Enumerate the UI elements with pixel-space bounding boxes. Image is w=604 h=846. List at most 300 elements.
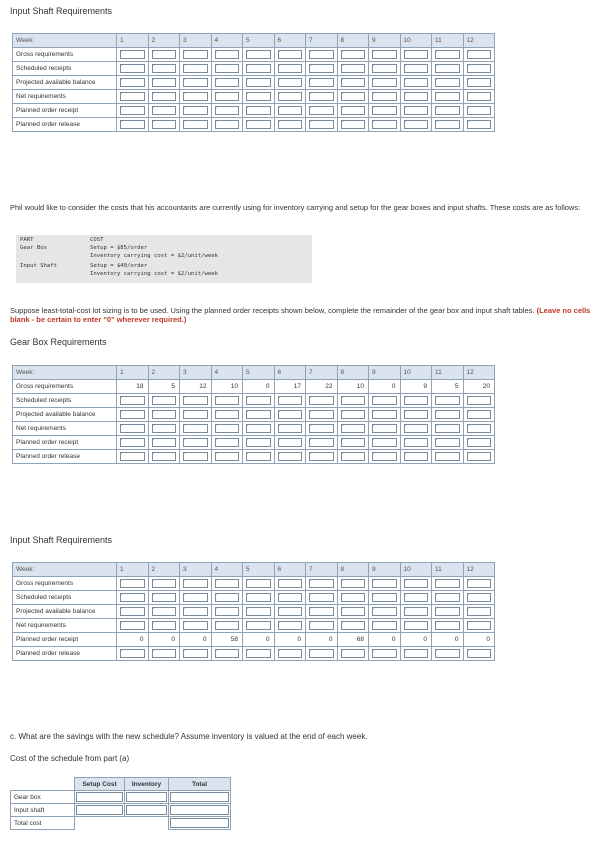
cost-corner (11, 778, 75, 791)
week-5: 5 (243, 563, 275, 577)
is1-scheduled-receipts-week-4-input[interactable] (211, 62, 243, 76)
question-c: c. What are the savings with the new schedule? Assume inventory is valued at the end of each week. (10, 732, 368, 741)
is2-planned-order-receipt-week-7: 0 (306, 633, 338, 647)
is1-planned-order-release-week-1-input[interactable] (117, 118, 149, 132)
week-7: 7 (306, 563, 338, 577)
gb-planned-order-release-week-12-input[interactable] (463, 450, 495, 464)
is2-planned-order-receipt-week-12: 0 (463, 633, 495, 647)
gb-net-requirements-week-10-input[interactable] (400, 422, 432, 436)
is1-planned-order-release-week-11-input[interactable] (432, 118, 464, 132)
is2-projected-available-balance-week-12-input[interactable] (463, 605, 495, 619)
instruction-text: Suppose least-total-cost lot sizing is to be used. Using the planned order receipts shown below, complete the remainder of the gear box and input shaft tables. (10, 306, 535, 315)
is2-net-requirements-week-3-input[interactable] (180, 619, 212, 633)
gb-gross-requirements-week-4: 10 (211, 380, 243, 394)
is2-projected-available-balance-week-6-input[interactable] (274, 605, 306, 619)
row-label-scheduled-receipts: Scheduled receipts (13, 591, 117, 605)
is2-scheduled-receipts-week-10-input[interactable] (400, 591, 432, 605)
is1-gross-requirements-week-6-input[interactable] (274, 48, 306, 62)
is2-projected-available-balance-week-11-input[interactable] (432, 605, 464, 619)
is1-projected-available-balance-week-9-input[interactable] (369, 76, 401, 90)
week-8: 8 (337, 366, 369, 380)
is2-planned-order-receipt-week-11: 0 (432, 633, 464, 647)
gb-projected-available-balance-week-10-input[interactable] (400, 408, 432, 422)
gb-planned-order-release-week-9-input[interactable] (369, 450, 401, 464)
gb-planned-order-receipt-week-3-input[interactable] (180, 436, 212, 450)
is1-planned-order-release-week-12-input[interactable] (463, 118, 495, 132)
is2-gross-requirements-week-1-input[interactable] (117, 577, 149, 591)
is2-planned-order-release-week-5-input[interactable] (243, 647, 275, 661)
is1-net-requirements-week-10-input[interactable] (400, 90, 432, 104)
gb-scheduled-receipts-week-12-input[interactable] (463, 394, 495, 408)
is1-scheduled-receipts-week-9-input[interactable] (369, 62, 401, 76)
is1-planned-order-receipt-week-1-input[interactable] (117, 104, 149, 118)
is2-net-requirements-week-4-input[interactable] (211, 619, 243, 633)
gear-box-setup-cost-input[interactable] (75, 791, 125, 804)
week-2: 2 (148, 366, 180, 380)
is2-planned-order-receipt-week-10: 0 (400, 633, 432, 647)
gb-planned-order-receipt-week-1-input[interactable] (117, 436, 149, 450)
is1-planned-order-release-week-2-input[interactable] (148, 118, 180, 132)
is2-net-requirements-week-6-input[interactable] (274, 619, 306, 633)
gb-gross-requirements-week-7: 22 (306, 380, 338, 394)
is2-gross-requirements-week-11-input[interactable] (432, 577, 464, 591)
is2-scheduled-receipts-week-6-input[interactable] (274, 591, 306, 605)
is1-net-requirements-week-12-input[interactable] (463, 90, 495, 104)
gb-planned-order-release-week-1-input[interactable] (117, 450, 149, 464)
is1-gross-requirements-week-2-input[interactable] (148, 48, 180, 62)
gb-planned-order-release-week-8-input[interactable] (337, 450, 369, 464)
is2-planned-order-release-week-7-input[interactable] (306, 647, 338, 661)
gb-gross-requirements-week-9: 0 (369, 380, 401, 394)
week-4: 4 (211, 563, 243, 577)
gb-planned-order-receipt-week-8-input[interactable] (337, 436, 369, 450)
intro-paragraph: Phil would like to consider the costs that his accountants are currently using for inventory carrying and setup for the gear boxes and input shafts. These costs are as follows: (10, 203, 581, 212)
is2-gross-requirements-week-6-input[interactable] (274, 577, 306, 591)
is1-gross-requirements-week-10-input[interactable] (400, 48, 432, 62)
row-label-gross-requirements: Gross requirements (13, 577, 117, 591)
input-shaft-setup-cost-input[interactable] (75, 804, 125, 817)
is2-projected-available-balance-week-8-input[interactable] (337, 605, 369, 619)
is2-planned-order-receipt-week-1: 0 (117, 633, 149, 647)
is1-planned-order-release-week-6-input[interactable] (274, 118, 306, 132)
is1-gross-requirements-week-11-input[interactable] (432, 48, 464, 62)
is1-planned-order-release-week-4-input[interactable] (211, 118, 243, 132)
is2-planned-order-receipt-week-8: 68 (337, 633, 369, 647)
is1-planned-order-release-week-5-input[interactable] (243, 118, 275, 132)
is2-projected-available-balance-week-2-input[interactable] (148, 605, 180, 619)
row-label-gross-requirements: Gross requirements (13, 380, 117, 394)
gb-scheduled-receipts-week-3-input[interactable] (180, 394, 212, 408)
gb-planned-order-release-week-11-input[interactable] (432, 450, 464, 464)
gb-projected-available-balance-week-7-input[interactable] (306, 408, 338, 422)
is1-projected-available-balance-week-11-input[interactable] (432, 76, 464, 90)
instruction-paragraph (10, 306, 595, 324)
is2-gross-requirements-week-9-input[interactable] (369, 577, 401, 591)
row-total-cost: Total cost (11, 817, 75, 830)
gear-box-total-input[interactable] (169, 791, 231, 804)
week-12: 12 (463, 563, 495, 577)
is2-gross-requirements-week-8-input[interactable] (337, 577, 369, 591)
week-label: Week: (13, 563, 117, 577)
gb-gross-requirements-week-10: 9 (400, 380, 432, 394)
is2-projected-available-balance-week-9-input[interactable] (369, 605, 401, 619)
gb-planned-order-release-week-2-input[interactable] (148, 450, 180, 464)
is2-gross-requirements-week-12-input[interactable] (463, 577, 495, 591)
gb-gross-requirements-week-3: 12 (180, 380, 212, 394)
week-11: 11 (432, 563, 464, 577)
week-2: 2 (148, 563, 180, 577)
section-title-gear-box: Gear Box Requirements (10, 337, 107, 347)
part-header: PART (20, 237, 34, 243)
week-12: 12 (463, 34, 495, 48)
is1-gross-requirements-week-12-input[interactable] (463, 48, 495, 62)
is2-planned-order-receipt-week-9: 0 (369, 633, 401, 647)
is1-projected-available-balance-week-6-input[interactable] (274, 76, 306, 90)
gb-net-requirements-week-2-input[interactable] (148, 422, 180, 436)
gb-planned-order-receipt-week-7-input[interactable] (306, 436, 338, 450)
is2-planned-order-receipt-week-3: 0 (180, 633, 212, 647)
is2-scheduled-receipts-week-1-input[interactable] (117, 591, 149, 605)
week-10: 10 (400, 366, 432, 380)
is1-net-requirements-week-2-input[interactable] (148, 90, 180, 104)
is1-scheduled-receipts-week-5-input[interactable] (243, 62, 275, 76)
is2-net-requirements-week-12-input[interactable] (463, 619, 495, 633)
is2-projected-available-balance-week-1-input[interactable] (117, 605, 149, 619)
week-3: 3 (180, 34, 212, 48)
is1-planned-order-receipt-week-11-input[interactable] (432, 104, 464, 118)
is1-projected-available-balance-week-8-input[interactable] (337, 76, 369, 90)
row-label-net-requirements: Net requirements (13, 619, 117, 633)
is2-planned-order-release-week-8-input[interactable] (337, 647, 369, 661)
gear-box-inventory-input[interactable] (125, 791, 169, 804)
is1-gross-requirements-week-3-input[interactable] (180, 48, 212, 62)
is2-net-requirements-week-5-input[interactable] (243, 619, 275, 633)
gb-gross-requirements-week-5: 0 (243, 380, 275, 394)
is1-projected-available-balance-week-7-input[interactable] (306, 76, 338, 90)
week-7: 7 (306, 366, 338, 380)
gb-planned-order-receipt-week-6-input[interactable] (274, 436, 306, 450)
is2-planned-order-release-week-12-input[interactable] (463, 647, 495, 661)
gb-net-requirements-week-1-input[interactable] (117, 422, 149, 436)
row-label-net-requirements: Net requirements (13, 90, 117, 104)
row-label-planned-order-release: Planned order release (13, 647, 117, 661)
week-10: 10 (400, 34, 432, 48)
is2-gross-requirements-week-7-input[interactable] (306, 577, 338, 591)
gb-gross-requirements-week-2: 5 (148, 380, 180, 394)
gb-scheduled-receipts-week-7-input[interactable] (306, 394, 338, 408)
is1-planned-order-receipt-week-7-input[interactable] (306, 104, 338, 118)
input-shaft-carry: Inventory carrying cost = $2/unit/week (90, 271, 218, 277)
is2-planned-order-release-week-11-input[interactable] (432, 647, 464, 661)
is1-planned-order-receipt-week-2-input[interactable] (148, 104, 180, 118)
gb-scheduled-receipts-week-1-input[interactable] (117, 394, 149, 408)
is2-gross-requirements-week-4-input[interactable] (211, 577, 243, 591)
is2-net-requirements-week-1-input[interactable] (117, 619, 149, 633)
is1-planned-order-receipt-week-10-input[interactable] (400, 104, 432, 118)
row-gear-box: Gear box (11, 791, 75, 804)
is2-projected-available-balance-week-10-input[interactable] (400, 605, 432, 619)
is2-scheduled-receipts-week-3-input[interactable] (180, 591, 212, 605)
gb-gross-requirements-week-1: 18 (117, 380, 149, 394)
section-title-input-shaft-2: Input Shaft Requirements (10, 535, 113, 545)
input-shaft-total-input[interactable] (169, 804, 231, 817)
gb-planned-order-release-week-5-input[interactable] (243, 450, 275, 464)
is1-planned-order-release-week-8-input[interactable] (337, 118, 369, 132)
gb-net-requirements-week-12-input[interactable] (463, 422, 495, 436)
is1-gross-requirements-week-1-input[interactable] (117, 48, 149, 62)
cost-header: COST (90, 237, 104, 243)
is1-projected-available-balance-week-3-input[interactable] (180, 76, 212, 90)
is1-scheduled-receipts-week-6-input[interactable] (274, 62, 306, 76)
is2-projected-available-balance-week-7-input[interactable] (306, 605, 338, 619)
week-1: 1 (117, 366, 149, 380)
is2-scheduled-receipts-week-9-input[interactable] (369, 591, 401, 605)
gb-projected-available-balance-week-12-input[interactable] (463, 408, 495, 422)
gb-planned-order-release-week-4-input[interactable] (211, 450, 243, 464)
row-label-scheduled-receipts: Scheduled receipts (13, 394, 117, 408)
week-9: 9 (369, 366, 401, 380)
gb-projected-available-balance-week-2-input[interactable] (148, 408, 180, 422)
gb-projected-available-balance-week-1-input[interactable] (117, 408, 149, 422)
week-8: 8 (337, 34, 369, 48)
is1-gross-requirements-week-8-input[interactable] (337, 48, 369, 62)
is1-planned-order-release-week-10-input[interactable] (400, 118, 432, 132)
week-5: 5 (243, 366, 275, 380)
is1-planned-order-receipt-week-3-input[interactable] (180, 104, 212, 118)
gb-net-requirements-week-4-input[interactable] (211, 422, 243, 436)
gear-box-carry: Inventory carrying cost = $2/unit/week (90, 253, 218, 259)
gb-planned-order-release-week-10-input[interactable] (400, 450, 432, 464)
gb-projected-available-balance-week-4-input[interactable] (211, 408, 243, 422)
is1-net-requirements-week-1-input[interactable] (117, 90, 149, 104)
row-label-planned-order-release: Planned order release (13, 118, 117, 132)
gb-planned-order-release-week-3-input[interactable] (180, 450, 212, 464)
row-label-planned-order-receipt: Planned order receipt (13, 104, 117, 118)
gb-scheduled-receipts-week-8-input[interactable] (337, 394, 369, 408)
is1-planned-order-receipt-week-4-input[interactable] (211, 104, 243, 118)
is2-planned-order-release-week-3-input[interactable] (180, 647, 212, 661)
total-cost-input[interactable] (169, 817, 231, 830)
gb-projected-available-balance-week-8-input[interactable] (337, 408, 369, 422)
is1-projected-available-balance-week-12-input[interactable] (463, 76, 495, 90)
gb-planned-order-release-week-7-input[interactable] (306, 450, 338, 464)
input-shaft-setup: Setup = $40/order (90, 263, 148, 269)
is2-planned-order-release-week-2-input[interactable] (148, 647, 180, 661)
row-label-planned-order-receipt: Planned order receipt (13, 436, 117, 450)
gb-projected-available-balance-week-6-input[interactable] (274, 408, 306, 422)
week-9: 9 (369, 34, 401, 48)
gb-planned-order-receipt-week-12-input[interactable] (463, 436, 495, 450)
is2-scheduled-receipts-week-5-input[interactable] (243, 591, 275, 605)
section-title-input-shaft: Input Shaft Requirements (10, 6, 113, 16)
is2-planned-order-release-week-6-input[interactable] (274, 647, 306, 661)
is1-scheduled-receipts-week-12-input[interactable] (463, 62, 495, 76)
gb-planned-order-receipt-week-9-input[interactable] (369, 436, 401, 450)
gb-projected-available-balance-week-11-input[interactable] (432, 408, 464, 422)
is2-net-requirements-week-7-input[interactable] (306, 619, 338, 633)
part-input-shaft: Input Shaft (20, 263, 58, 269)
is1-planned-order-release-week-3-input[interactable] (180, 118, 212, 132)
row-input-shaft: Input shaft (11, 804, 75, 817)
gb-gross-requirements-week-12: 20 (463, 380, 495, 394)
input-shaft-table-1 (12, 33, 495, 132)
is1-projected-available-balance-week-1-input[interactable] (117, 76, 149, 90)
is2-scheduled-receipts-week-7-input[interactable] (306, 591, 338, 605)
gb-planned-order-receipt-week-4-input[interactable] (211, 436, 243, 450)
gb-planned-order-receipt-week-10-input[interactable] (400, 436, 432, 450)
is2-gross-requirements-week-10-input[interactable] (400, 577, 432, 591)
gb-net-requirements-week-9-input[interactable] (369, 422, 401, 436)
week-7: 7 (306, 34, 338, 48)
is2-gross-requirements-week-5-input[interactable] (243, 577, 275, 591)
gb-gross-requirements-week-6: 17 (274, 380, 306, 394)
is1-gross-requirements-week-9-input[interactable] (369, 48, 401, 62)
input-shaft-table-2 (12, 562, 495, 661)
gb-gross-requirements-week-8: 10 (337, 380, 369, 394)
is1-planned-order-receipt-week-9-input[interactable] (369, 104, 401, 118)
is1-planned-order-release-week-9-input[interactable] (369, 118, 401, 132)
is1-scheduled-receipts-week-10-input[interactable] (400, 62, 432, 76)
gb-planned-order-release-week-6-input[interactable] (274, 450, 306, 464)
is2-planned-order-release-week-4-input[interactable] (211, 647, 243, 661)
is1-projected-available-balance-week-2-input[interactable] (148, 76, 180, 90)
is2-net-requirements-week-8-input[interactable] (337, 619, 369, 633)
week-11: 11 (432, 34, 464, 48)
is1-scheduled-receipts-week-8-input[interactable] (337, 62, 369, 76)
is1-net-requirements-week-5-input[interactable] (243, 90, 275, 104)
is1-gross-requirements-week-4-input[interactable] (211, 48, 243, 62)
row-label-net-requirements: Net requirements (13, 422, 117, 436)
week-8: 8 (337, 563, 369, 577)
gb-net-requirements-week-11-input[interactable] (432, 422, 464, 436)
total-cost-empty-2 (125, 817, 169, 830)
gb-scheduled-receipts-week-10-input[interactable] (400, 394, 432, 408)
is1-net-requirements-week-6-input[interactable] (274, 90, 306, 104)
is1-scheduled-receipts-week-1-input[interactable] (117, 62, 149, 76)
gb-scheduled-receipts-week-6-input[interactable] (274, 394, 306, 408)
is2-net-requirements-week-9-input[interactable] (369, 619, 401, 633)
is2-scheduled-receipts-week-4-input[interactable] (211, 591, 243, 605)
is1-net-requirements-week-7-input[interactable] (306, 90, 338, 104)
week-6: 6 (274, 563, 306, 577)
gb-scheduled-receipts-week-11-input[interactable] (432, 394, 464, 408)
is2-planned-order-release-week-10-input[interactable] (400, 647, 432, 661)
is1-net-requirements-week-9-input[interactable] (369, 90, 401, 104)
gb-planned-order-receipt-week-11-input[interactable] (432, 436, 464, 450)
gb-net-requirements-week-8-input[interactable] (337, 422, 369, 436)
is1-gross-requirements-week-7-input[interactable] (306, 48, 338, 62)
is1-net-requirements-week-8-input[interactable] (337, 90, 369, 104)
gear-box-setup: Setup = $85/order (90, 245, 148, 251)
cost-schedule-label: Cost of the schedule from part (a) (10, 754, 130, 763)
cost-table (10, 777, 231, 830)
gear-box-table (12, 365, 495, 464)
is2-planned-order-receipt-week-5: 0 (243, 633, 275, 647)
row-label-projected-available-balance: Projected available balance (13, 76, 117, 90)
is1-planned-order-release-week-7-input[interactable] (306, 118, 338, 132)
header-setup-cost: Setup Cost (75, 778, 125, 791)
is1-projected-available-balance-week-10-input[interactable] (400, 76, 432, 90)
week-3: 3 (180, 563, 212, 577)
is1-planned-order-receipt-week-6-input[interactable] (274, 104, 306, 118)
is2-gross-requirements-week-2-input[interactable] (148, 577, 180, 591)
row-label-gross-requirements: Gross requirements (13, 48, 117, 62)
week-5: 5 (243, 34, 275, 48)
is1-net-requirements-week-11-input[interactable] (432, 90, 464, 104)
part-gear-box: Gear Box (20, 245, 47, 251)
gb-scheduled-receipts-week-5-input[interactable] (243, 394, 275, 408)
week-label: Week: (13, 34, 117, 48)
is1-net-requirements-week-4-input[interactable] (211, 90, 243, 104)
week-2: 2 (148, 34, 180, 48)
gb-planned-order-receipt-week-5-input[interactable] (243, 436, 275, 450)
cost-info-box (16, 235, 312, 283)
week-1: 1 (117, 563, 149, 577)
gb-net-requirements-week-5-input[interactable] (243, 422, 275, 436)
is1-planned-order-receipt-week-8-input[interactable] (337, 104, 369, 118)
row-label-projected-available-balance: Projected available balance (13, 408, 117, 422)
is2-projected-available-balance-week-4-input[interactable] (211, 605, 243, 619)
gb-gross-requirements-week-11: 5 (432, 380, 464, 394)
is2-net-requirements-week-10-input[interactable] (400, 619, 432, 633)
is2-scheduled-receipts-week-12-input[interactable] (463, 591, 495, 605)
gb-scheduled-receipts-week-9-input[interactable] (369, 394, 401, 408)
gb-scheduled-receipts-week-2-input[interactable] (148, 394, 180, 408)
is1-scheduled-receipts-week-11-input[interactable] (432, 62, 464, 76)
row-label-planned-order-receipt: Planned order receipt (13, 633, 117, 647)
week-10: 10 (400, 563, 432, 577)
gb-net-requirements-week-7-input[interactable] (306, 422, 338, 436)
gb-net-requirements-week-3-input[interactable] (180, 422, 212, 436)
gb-projected-available-balance-week-3-input[interactable] (180, 408, 212, 422)
is1-gross-requirements-week-5-input[interactable] (243, 48, 275, 62)
is1-scheduled-receipts-week-3-input[interactable] (180, 62, 212, 76)
week-label: Week: (13, 366, 117, 380)
is1-planned-order-receipt-week-5-input[interactable] (243, 104, 275, 118)
gb-projected-available-balance-week-5-input[interactable] (243, 408, 275, 422)
is2-net-requirements-week-11-input[interactable] (432, 619, 464, 633)
is2-projected-available-balance-week-3-input[interactable] (180, 605, 212, 619)
row-label-scheduled-receipts: Scheduled receipts (13, 62, 117, 76)
is2-planned-order-release-week-1-input[interactable] (117, 647, 149, 661)
week-6: 6 (274, 366, 306, 380)
is2-net-requirements-week-2-input[interactable] (148, 619, 180, 633)
is2-projected-available-balance-week-5-input[interactable] (243, 605, 275, 619)
gb-planned-order-receipt-week-2-input[interactable] (148, 436, 180, 450)
is2-gross-requirements-week-3-input[interactable] (180, 577, 212, 591)
is1-projected-available-balance-week-4-input[interactable] (211, 76, 243, 90)
is1-net-requirements-week-3-input[interactable] (180, 90, 212, 104)
input-shaft-inventory-input[interactable] (125, 804, 169, 817)
is2-planned-order-release-week-9-input[interactable] (369, 647, 401, 661)
is1-scheduled-receipts-week-2-input[interactable] (148, 62, 180, 76)
gb-scheduled-receipts-week-4-input[interactable] (211, 394, 243, 408)
row-label-planned-order-release: Planned order release (13, 450, 117, 464)
is2-scheduled-receipts-week-8-input[interactable] (337, 591, 369, 605)
is1-projected-available-balance-week-5-input[interactable] (243, 76, 275, 90)
row-label-projected-available-balance: Projected available balance (13, 605, 117, 619)
is2-scheduled-receipts-week-11-input[interactable] (432, 591, 464, 605)
is2-scheduled-receipts-week-2-input[interactable] (148, 591, 180, 605)
header-inventory: Inventory (125, 778, 169, 791)
gb-net-requirements-week-6-input[interactable] (274, 422, 306, 436)
week-4: 4 (211, 34, 243, 48)
is1-planned-order-receipt-week-12-input[interactable] (463, 104, 495, 118)
instruction-warning: (Leave no cells blank - be certain to enter "0" wherever required.) (10, 306, 591, 324)
week-1: 1 (117, 34, 149, 48)
gb-projected-available-balance-week-9-input[interactable] (369, 408, 401, 422)
is1-scheduled-receipts-week-7-input[interactable] (306, 62, 338, 76)
